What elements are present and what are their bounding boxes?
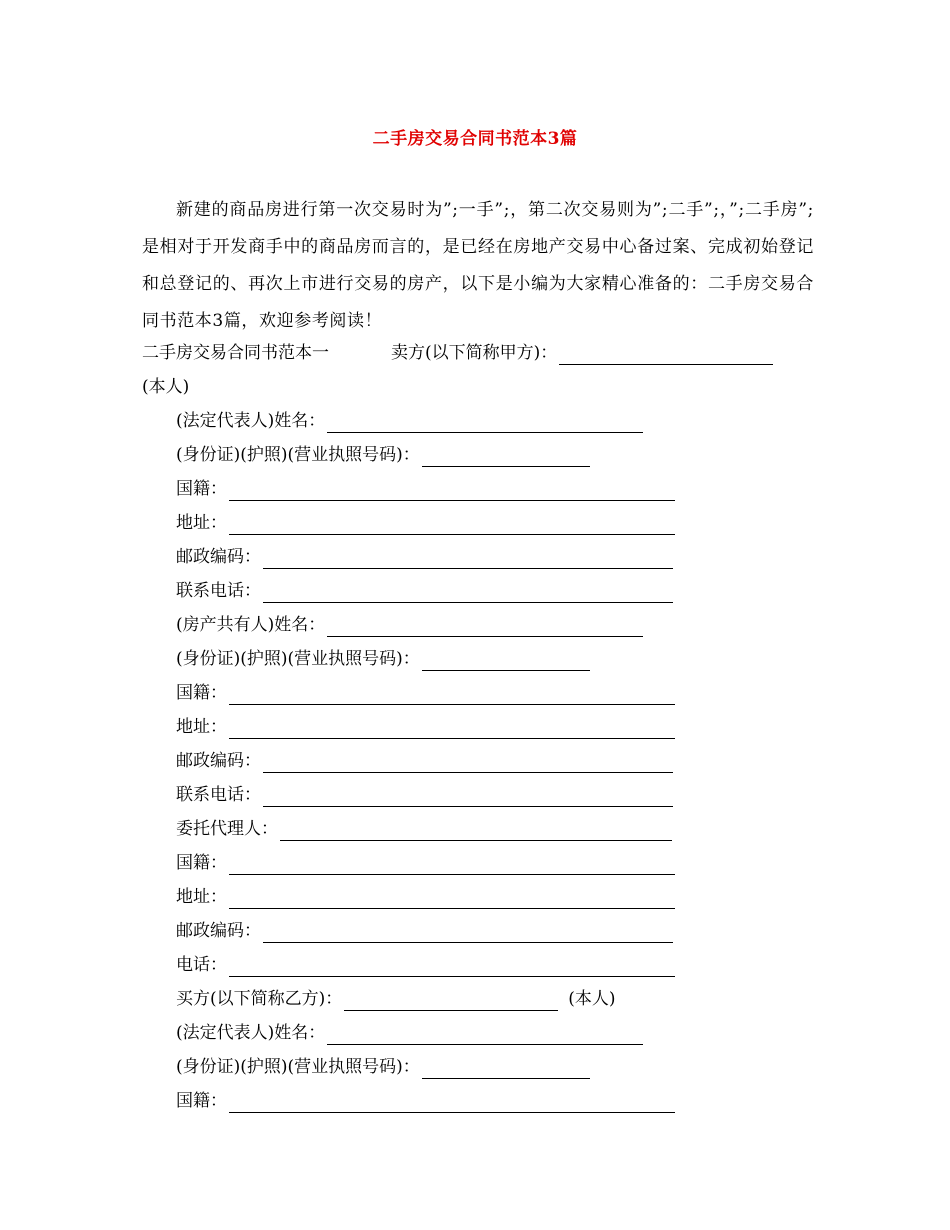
field-label: 联系电话： <box>176 581 261 601</box>
field-blank[interactable] <box>229 720 675 739</box>
field-row <box>176 851 675 875</box>
buyer-line <box>176 987 616 1011</box>
field-label: 国籍： <box>176 683 227 703</box>
field-label: 国籍： <box>176 853 227 873</box>
field-row <box>176 817 672 841</box>
field-blank[interactable] <box>422 448 590 467</box>
field-blank[interactable] <box>422 1060 590 1079</box>
field-label: (身份证)(护照)(营业执照号码)： <box>176 445 420 465</box>
field-label: (房产共有人)姓名： <box>176 615 326 635</box>
document-title: 二手房交易合同书范本3篇 <box>372 129 578 149</box>
field-blank[interactable] <box>422 652 590 671</box>
buyer-blank[interactable] <box>344 992 558 1011</box>
intro-paragraph: 新建的商品房进行第一次交易时为”;一手”;，第二次交易则为”;二手”;，”;二手房”;是相对于开发商手中的商品房而言的，是已经在房地产交易中心备过案、完成初始登记和总登记的、再次上市进行交易的房产，以下是小编为大家精心准备的：二手房交易合同书范本3篇，欢迎参考阅读！ <box>142 200 814 331</box>
field-blank[interactable] <box>263 924 673 943</box>
field-row <box>176 443 590 467</box>
field-label: 地址： <box>176 513 227 533</box>
seller-line <box>142 341 773 365</box>
field-blank[interactable] <box>263 788 673 807</box>
field-row <box>176 953 675 977</box>
seller-label: 卖方(以下简称甲方)： <box>391 343 558 363</box>
field-row <box>176 1055 590 1079</box>
field-row <box>176 409 643 433</box>
field-blank[interactable] <box>229 958 675 977</box>
field-row <box>176 681 675 705</box>
field-row <box>176 1089 675 1113</box>
section-heading: 二手房交易合同书范本一 <box>142 343 329 363</box>
field-row <box>176 545 673 569</box>
field-row <box>176 783 673 807</box>
field-blank[interactable] <box>327 1026 643 1045</box>
field-blank[interactable] <box>263 550 673 569</box>
field-blank[interactable] <box>327 414 643 433</box>
field-blank[interactable] <box>280 822 672 841</box>
field-row <box>176 749 673 773</box>
field-row <box>176 511 675 535</box>
field-blank[interactable] <box>229 1094 675 1113</box>
field-blank[interactable] <box>263 584 673 603</box>
field-label: 国籍： <box>176 1091 227 1111</box>
field-blank[interactable] <box>229 482 675 501</box>
field-row <box>176 885 675 909</box>
field-label: 邮政编码： <box>176 751 261 771</box>
field-blank[interactable] <box>229 890 675 909</box>
field-label: (法定代表人)姓名： <box>176 411 326 431</box>
field-label: 联系电话： <box>176 785 261 805</box>
field-blank[interactable] <box>229 856 675 875</box>
field-blank[interactable] <box>327 618 643 637</box>
field-row <box>176 647 590 671</box>
field-row <box>176 715 675 739</box>
field-label: (法定代表人)姓名： <box>176 1023 326 1043</box>
buyer-suffix: (本人) <box>568 989 616 1009</box>
field-blank[interactable] <box>263 754 673 773</box>
field-label: 地址： <box>176 717 227 737</box>
field-row <box>176 613 643 637</box>
field-label: (身份证)(护照)(营业执照号码)： <box>176 1057 420 1077</box>
field-label: 国籍： <box>176 479 227 499</box>
field-label: (身份证)(护照)(营业执照号码)： <box>176 649 420 669</box>
field-row <box>176 579 673 603</box>
seller-suffix: (本人) <box>142 377 190 397</box>
field-blank[interactable] <box>229 686 675 705</box>
seller-blank[interactable] <box>559 346 773 365</box>
field-label: 地址： <box>176 887 227 907</box>
field-row <box>176 1021 643 1045</box>
field-label: 电话： <box>176 955 227 975</box>
field-blank[interactable] <box>229 516 675 535</box>
field-label: 邮政编码： <box>176 547 261 567</box>
field-label: 邮政编码： <box>176 921 261 941</box>
field-row <box>176 477 675 501</box>
buyer-label: 买方(以下简称乙方)： <box>176 989 343 1009</box>
field-row <box>176 919 673 943</box>
field-label: 委托代理人： <box>176 819 278 839</box>
